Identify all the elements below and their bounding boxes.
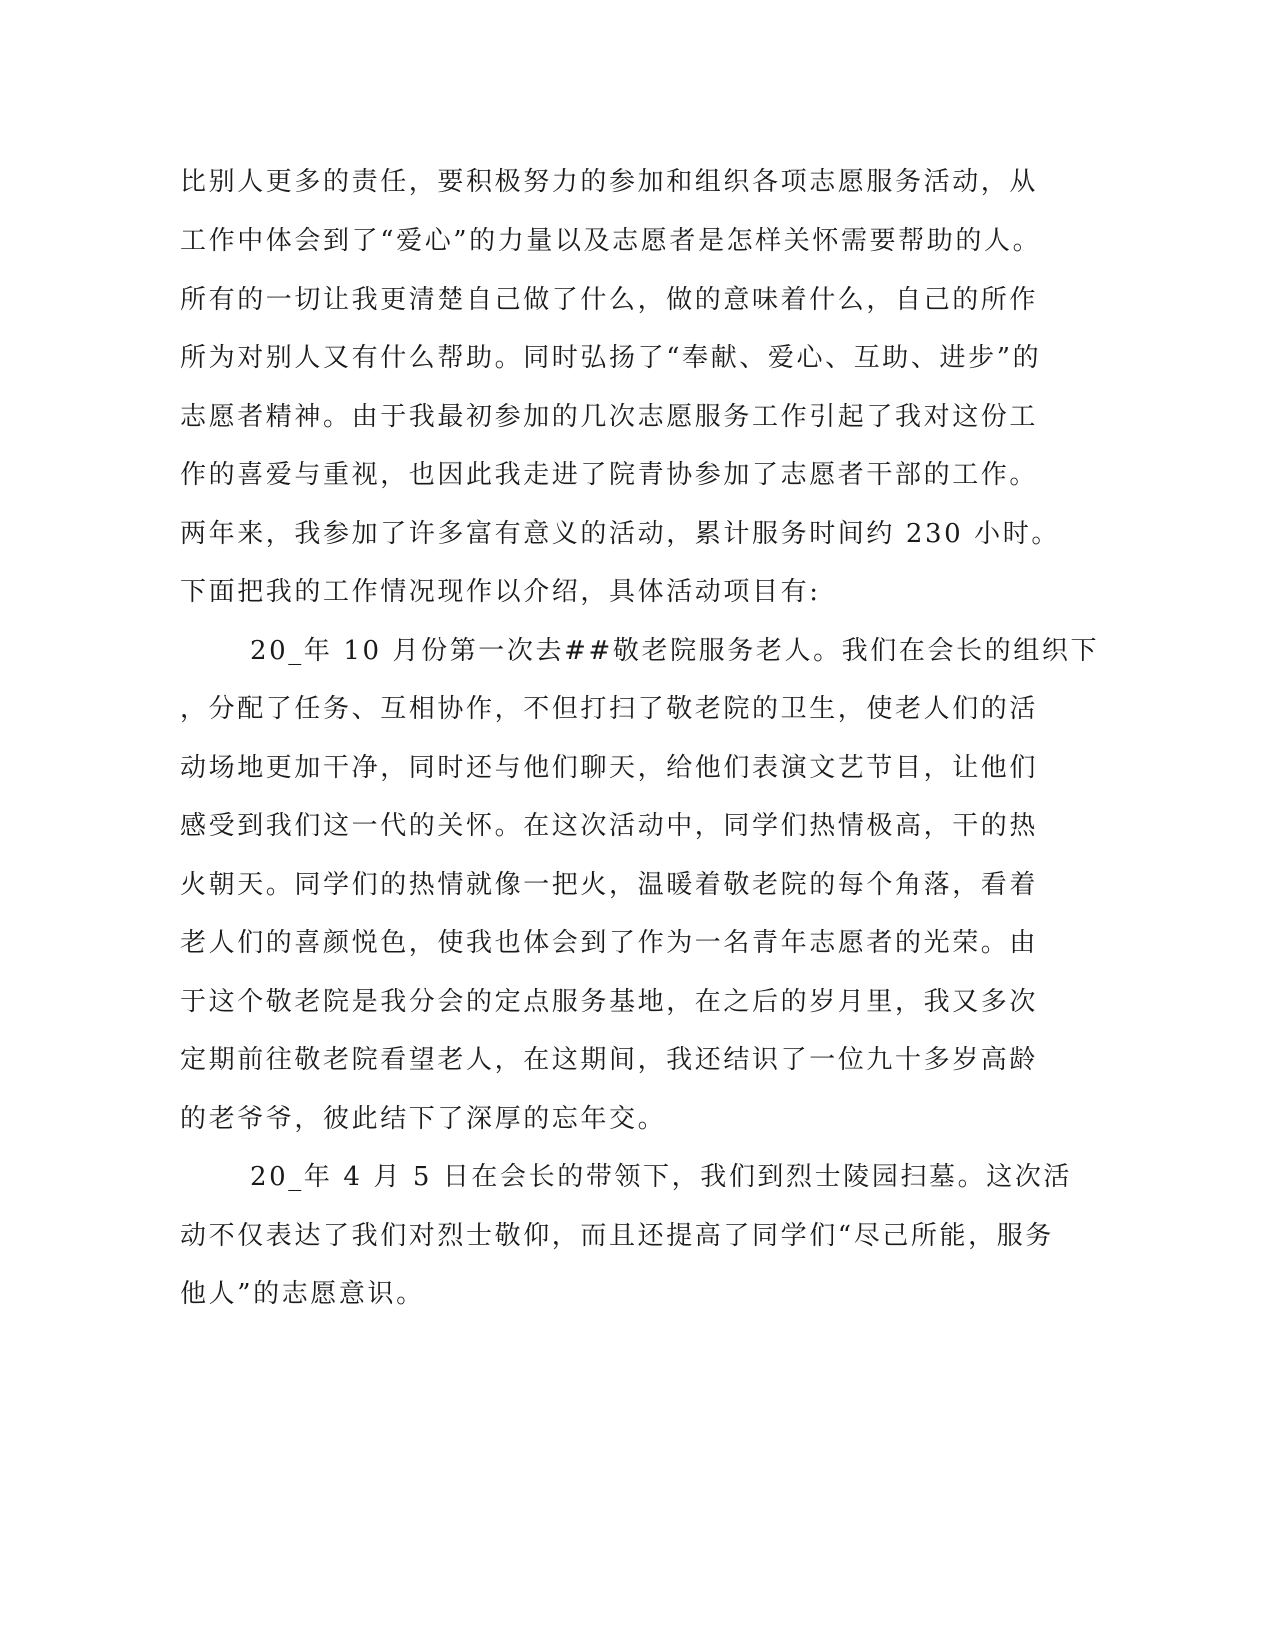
text-line: 动不仅表达了我们对烈士敬仰，而且还提高了同学们“尽己所能，服务 [180,1221,1054,1251]
text-line: 定期前往敬老院看望老人，在这期间，我还结识了一位九十多岁高龄 [180,1045,1039,1075]
text-line: 动场地更加干净，同时还与他们聊天，给他们表演文艺节目，让他们 [180,753,1039,783]
paragraph-first-line: 20_年 10 月份第一次去##敬老院服务老人。我们在会长的组织下 [250,636,1100,666]
text-line: 老人们的喜颜悦色，使我也体会到了作为一名青年志愿者的光荣。由 [180,928,1039,958]
text-line: 下面把我的工作情况现作以介绍，具体活动项目有: [180,577,821,607]
text-line: ，分配了任务、互相协作，不但打扫了敬老院的卫生，使老人们的活 [180,694,1039,724]
paragraph-first-line: 20_年 4 月 5 日在会长的带领下，我们到烈士陵园扫墓。这次活 [250,1162,1073,1192]
text-line: 工作中体会到了“爱心”的力量以及志愿者是怎样关怀需要帮助的人。 [180,226,1042,256]
text-line: 志愿者精神。由于我最初参加的几次志愿服务工作引起了我对这份工 [180,402,1039,432]
text-line: 火朝天。同学们的热情就像一把火，温暖着敬老院的每个角落，看着 [180,870,1039,900]
text-line: 所为对别人又有什么帮助。同时弘扬了“奉献、爱心、互助、进步”的 [180,343,1042,373]
text-line: 的老爷爷，彼此结下了深厚的忘年交。 [180,1104,667,1134]
text-line: 他人”的志愿意识。 [180,1279,425,1309]
text-line: 所有的一切让我更清楚自己做了什么，做的意味着什么，自己的所作 [180,285,1039,315]
text-line: 感受到我们这一代的关怀。在这次活动中，同学们热情极高，干的热 [180,811,1039,841]
text-line: 比别人更多的责任，要积极努力的参加和组织各项志愿服务活动，从 [180,167,1039,197]
text-line: 作的喜爱与重视，也因此我走进了院青协参加了志愿者干部的工作。 [180,460,1039,490]
text-line: 于这个敬老院是我分会的定点服务基地，在之后的岁月里，我又多次 [180,987,1039,1017]
text-line: 两年来，我参加了许多富有意义的活动，累计服务时间约 230 小时。 [180,519,1060,549]
